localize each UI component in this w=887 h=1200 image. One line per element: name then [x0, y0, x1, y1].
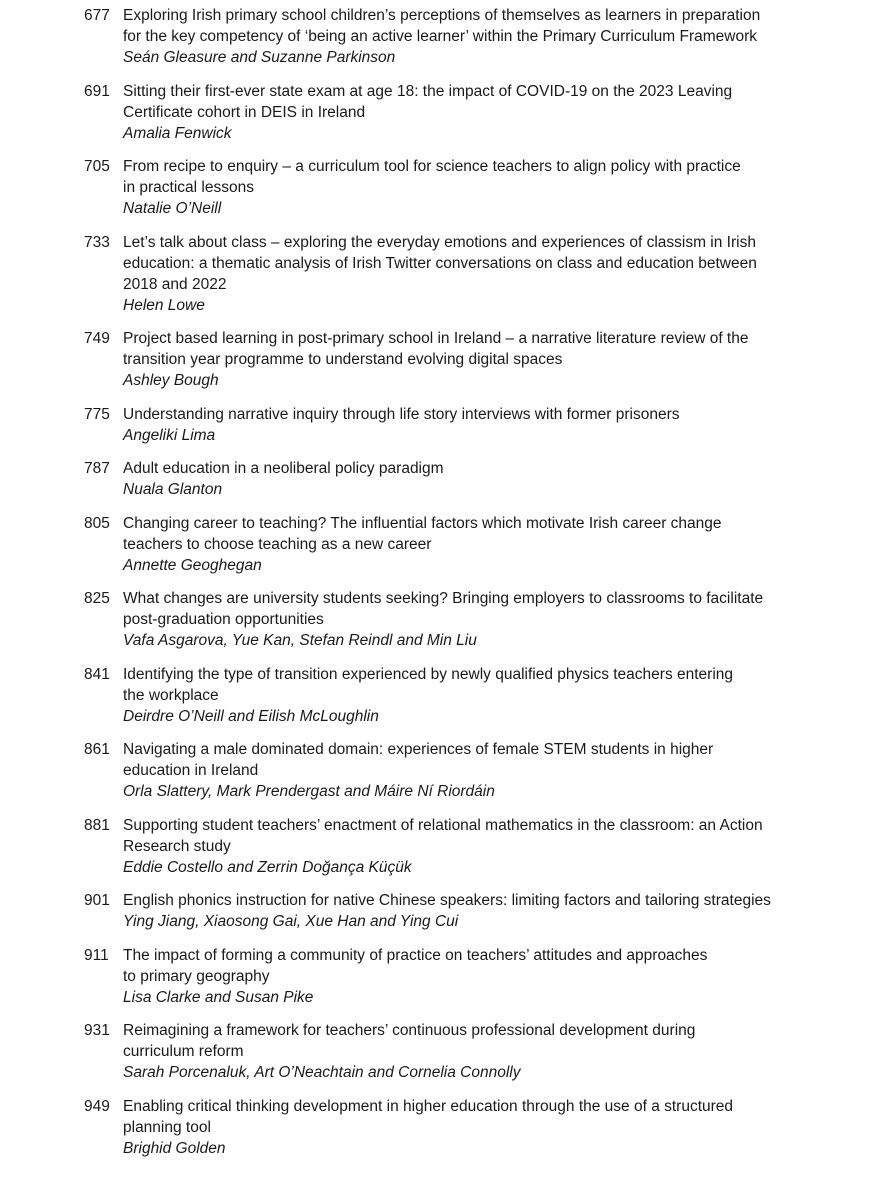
article-title-line: Enabling critical thinking development in higher education through the use of a structured [123, 1097, 734, 1115]
article-title-line: curriculum reform [123, 1043, 244, 1060]
page-number: 911 [84, 946, 109, 964]
article-title-line: Understanding narrative inquiry through life story interviews with former prisoners [123, 405, 680, 423]
article-title-line: Exploring Irish primary school children’s perceptions of themselves as learners in preparation [123, 7, 761, 24]
article-title-line: post-graduation opportunities [123, 611, 324, 628]
toc-entry [0, 328, 813, 391]
article-title-line: transition year programme to understand evolving digital spaces [123, 351, 563, 368]
article-title-line: The impact of forming a community of practice on teachers’ attitudes and approaches [123, 946, 708, 964]
page-number: 787 [84, 460, 110, 477]
article-title-line: Supporting student teachers’ enactment of relational mathematics in the classroom: an Action [123, 816, 763, 834]
page-number: 841 [84, 665, 110, 683]
article-authors: Nuala Glanton [123, 481, 223, 498]
page-number: 825 [84, 590, 110, 607]
toc-entry [0, 156, 813, 219]
article-title-line: Changing career to teaching? The influential factors which motivate Irish career change [123, 514, 722, 532]
article-title-line: English phonics instruction for native Chinese speakers: limiting factors and tailoring strategies [123, 892, 771, 909]
article-authors: Natalie O’Neill [123, 200, 222, 217]
article-title-line: 2018 and 2022 [123, 275, 227, 293]
page-number: 881 [84, 816, 110, 834]
article-title-line: Navigating a male dominated domain: experiences of female STEM students in higher [123, 741, 714, 758]
toc-entry [0, 232, 813, 316]
article-title-line: to primary geography [123, 967, 270, 985]
article-title-line: the workplace [123, 686, 219, 704]
page-number: 705 [84, 158, 110, 175]
article-title-line: education in Ireland [123, 762, 259, 779]
page-number: 805 [84, 514, 110, 532]
article-title-line: Sitting their first-ever state exam at age 18: the impact of COVID-19 on the 2023 Leaving [123, 82, 733, 100]
article-title-line: Project based learning in post-primary school in Ireland – a narrative literature review of the [123, 330, 749, 347]
page-number: 691 [84, 82, 110, 100]
article-authors: Orla Slattery, Mark Prendergast and Máire Ní Riordáin [123, 783, 495, 800]
article-title-line: teachers to choose teaching as a new career [123, 535, 432, 553]
article-authors: Ashley Bough [123, 372, 219, 389]
table-of-contents [0, 5, 887, 1171]
page-number: 733 [84, 233, 110, 251]
article-title-line: in practical lessons [123, 179, 254, 196]
article-authors: Lisa Clarke and Susan Pike [123, 988, 314, 1006]
page-number: 931 [84, 1022, 110, 1039]
article-title-line: What changes are university students seeking? Bringing employers to classrooms to facilitate [123, 590, 764, 607]
article-authors: Amalia Fenwick [123, 124, 232, 142]
article-authors: Seán Gleasure and Suzanne Parkinson [123, 49, 396, 66]
page-number: 861 [84, 741, 110, 758]
article-authors: Annette Geoghegan [123, 556, 262, 574]
article-title-line: for the key competency of ‘being an active learner’ within the Primary Curriculum Framework [123, 28, 758, 45]
article-title-line: Certificate cohort in DEIS in Ireland [123, 103, 366, 121]
article-authors: Ying Jiang, Xiaosong Gai, Xue Han and Ying Cui [123, 913, 459, 930]
toc-entry [0, 739, 813, 802]
article-authors: Vafa Asgarova, Yue Kan, Stefan Reindl and Min Liu [123, 632, 477, 649]
article-title-line: planning tool [123, 1118, 211, 1136]
toc-entry [0, 945, 813, 1008]
article-title-line: Research study [123, 837, 231, 855]
toc-entry [0, 5, 813, 68]
article-title-line: Reimagining a framework for teachers’ continuous professional development during [123, 1022, 696, 1039]
article-authors: Sarah Porcenaluk, Art O’Neachtain and Cornelia Connolly [123, 1064, 521, 1081]
toc-entry [0, 588, 813, 651]
toc-entry [0, 404, 813, 446]
article-title-line: education: a thematic analysis of Irish Twitter conversations on class and education between [123, 254, 757, 272]
article-title-line: Let’s talk about class – exploring the everyday emotions and experiences of classism in Irish [123, 233, 756, 251]
article-title-line: Adult education in a neoliberal policy paradigm [123, 460, 444, 477]
toc-entry [0, 815, 813, 878]
article-authors: Deirdre O’Neill and Eilish McLoughlin [123, 707, 379, 725]
article-authors: Brighid Golden [123, 1139, 226, 1157]
article-authors: Eddie Costello and Zerrin Doğança Küçük [123, 858, 412, 876]
page-number: 749 [84, 330, 110, 347]
article-title-line: From recipe to enquiry – a curriculum tool for science teachers to align policy with practice [123, 158, 741, 175]
article-title-line: Identifying the type of transition experienced by newly qualified physics teachers entering [123, 665, 734, 683]
toc-entry [0, 890, 813, 932]
toc-entry [0, 81, 813, 144]
toc-entry [0, 513, 813, 576]
page-number: 677 [84, 7, 110, 24]
toc-entry [0, 458, 813, 500]
page-number: 775 [84, 405, 110, 423]
article-authors: Angeliki Lima [123, 426, 216, 444]
toc-entry [0, 1020, 813, 1083]
page-number: 901 [84, 892, 110, 909]
page-number: 949 [84, 1097, 110, 1115]
toc-entry [0, 664, 813, 727]
article-authors: Helen Lowe [123, 296, 205, 314]
toc-entry [0, 1096, 813, 1159]
